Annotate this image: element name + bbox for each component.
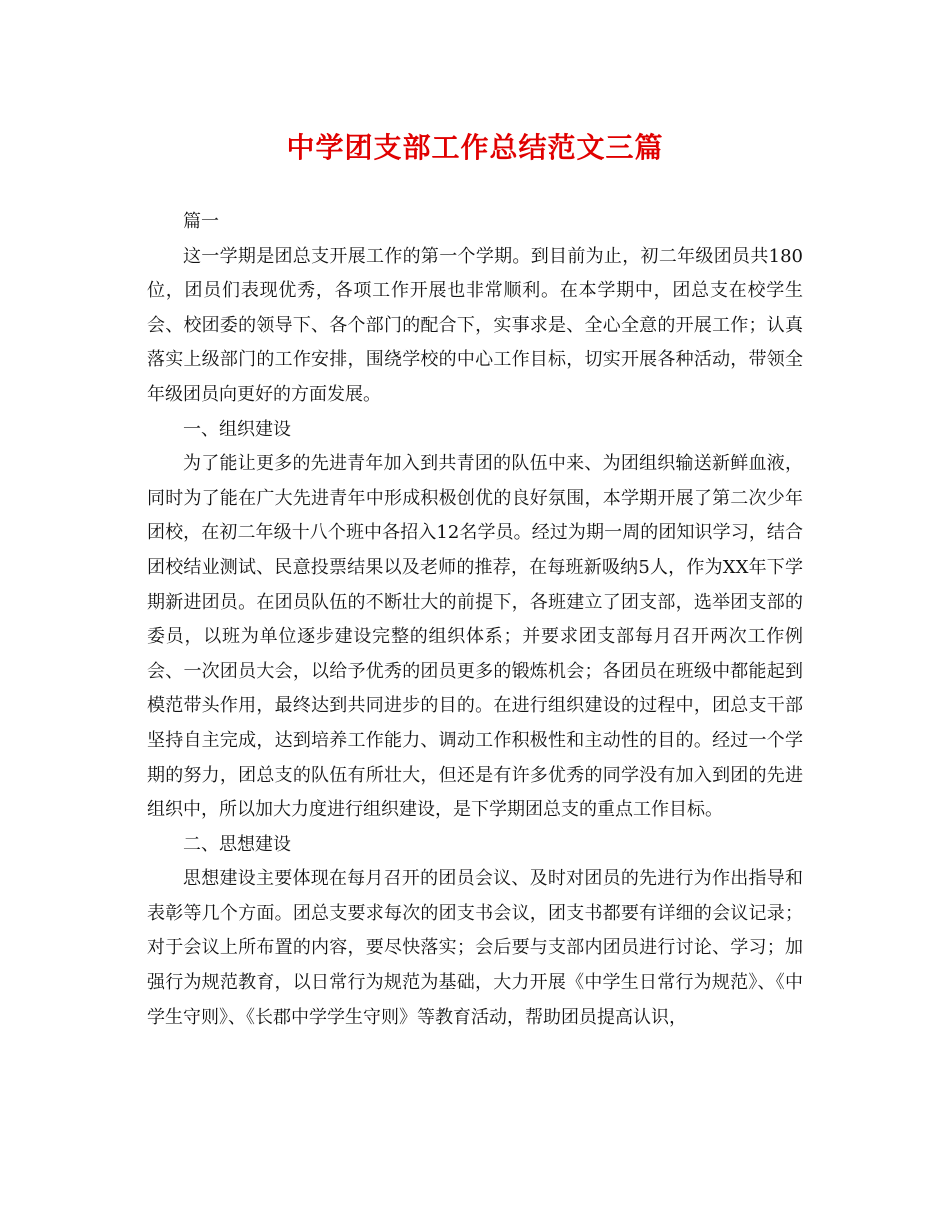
intro-paragraph: 这一学期是团总支开展工作的第一个学期。到目前为止，初二年级团员共180位，团员们表现优秀，各项工作开展也非常顺利。在本学期中，团总支在校学生会、校团委的领导下、各个部门的配合下，实事求是、全心全意的开展工作；认真落实上级部门的工作安排，围绕学校的中心工作目标，切实开展各种活动，带领全年级团员向更好的方面发展。 xyxy=(147,245,803,405)
document-body xyxy=(147,205,803,1035)
section-heading-ideology: 二、思想建设 xyxy=(183,833,291,855)
document-title: 中学团支部工作总结范文三篇 xyxy=(286,131,664,164)
section-heading-part-one: 篇一 xyxy=(183,211,219,232)
organization-paragraph: 为了能让更多的先进青年加入到共青团的队伍中来、为团组织输送新鲜血液，同时为了能在广大先进青年中形成积极创优的良好氛围，本学期开展了第二次少年团校，在初二年级十八个班中各招入12名学员。经过为期一周的团知识学习，结合团校结业测试、民意投票结果以及老师的推荐，在每班新吸纳5人，作为XX年下学期新进团员。在团员队伍的不断壮大的前提下，各班建立了团支部，选举团支部的委员，以班为单位逐步建设完整的组织体系；并要求团支部每月召开两次工作例会、一次团员大会，以给予优秀的团员更多的锻炼机会；各团员在班级中都能起到模范带头作用，最终达到共同进步的目的。在进行组织建设的过程中，团总支干部坚持自主完成，达到培养工作能力、调动工作积极性和主动性的目的。经过一个学期的努力，团总支的队伍有所壮大，但还是有许多优秀的同学没有加入到团的先进组织中，所以加大力度进行组织建设，是下学期团总支的重点工作目标。 xyxy=(147,453,803,821)
section-heading-organization: 一、组织建设 xyxy=(183,418,291,440)
ideology-paragraph: 思想建设主要体现在每月召开的团员会议、及时对团员的先进行为作出指导和表彰等几个方面。团总支要求每次的团支书会议，团支书都要有详细的会议记录；对于会议上所布置的内容，要尽快落实；会后要与支部内团员进行讨论、学习；加强行为规范教育，以日常行为规范为基础，大力开展《中学生日常行为规范》、《中学生守则》、《长郡中学学生守则》等教育活动，帮助团员提高认识， xyxy=(147,868,803,1028)
